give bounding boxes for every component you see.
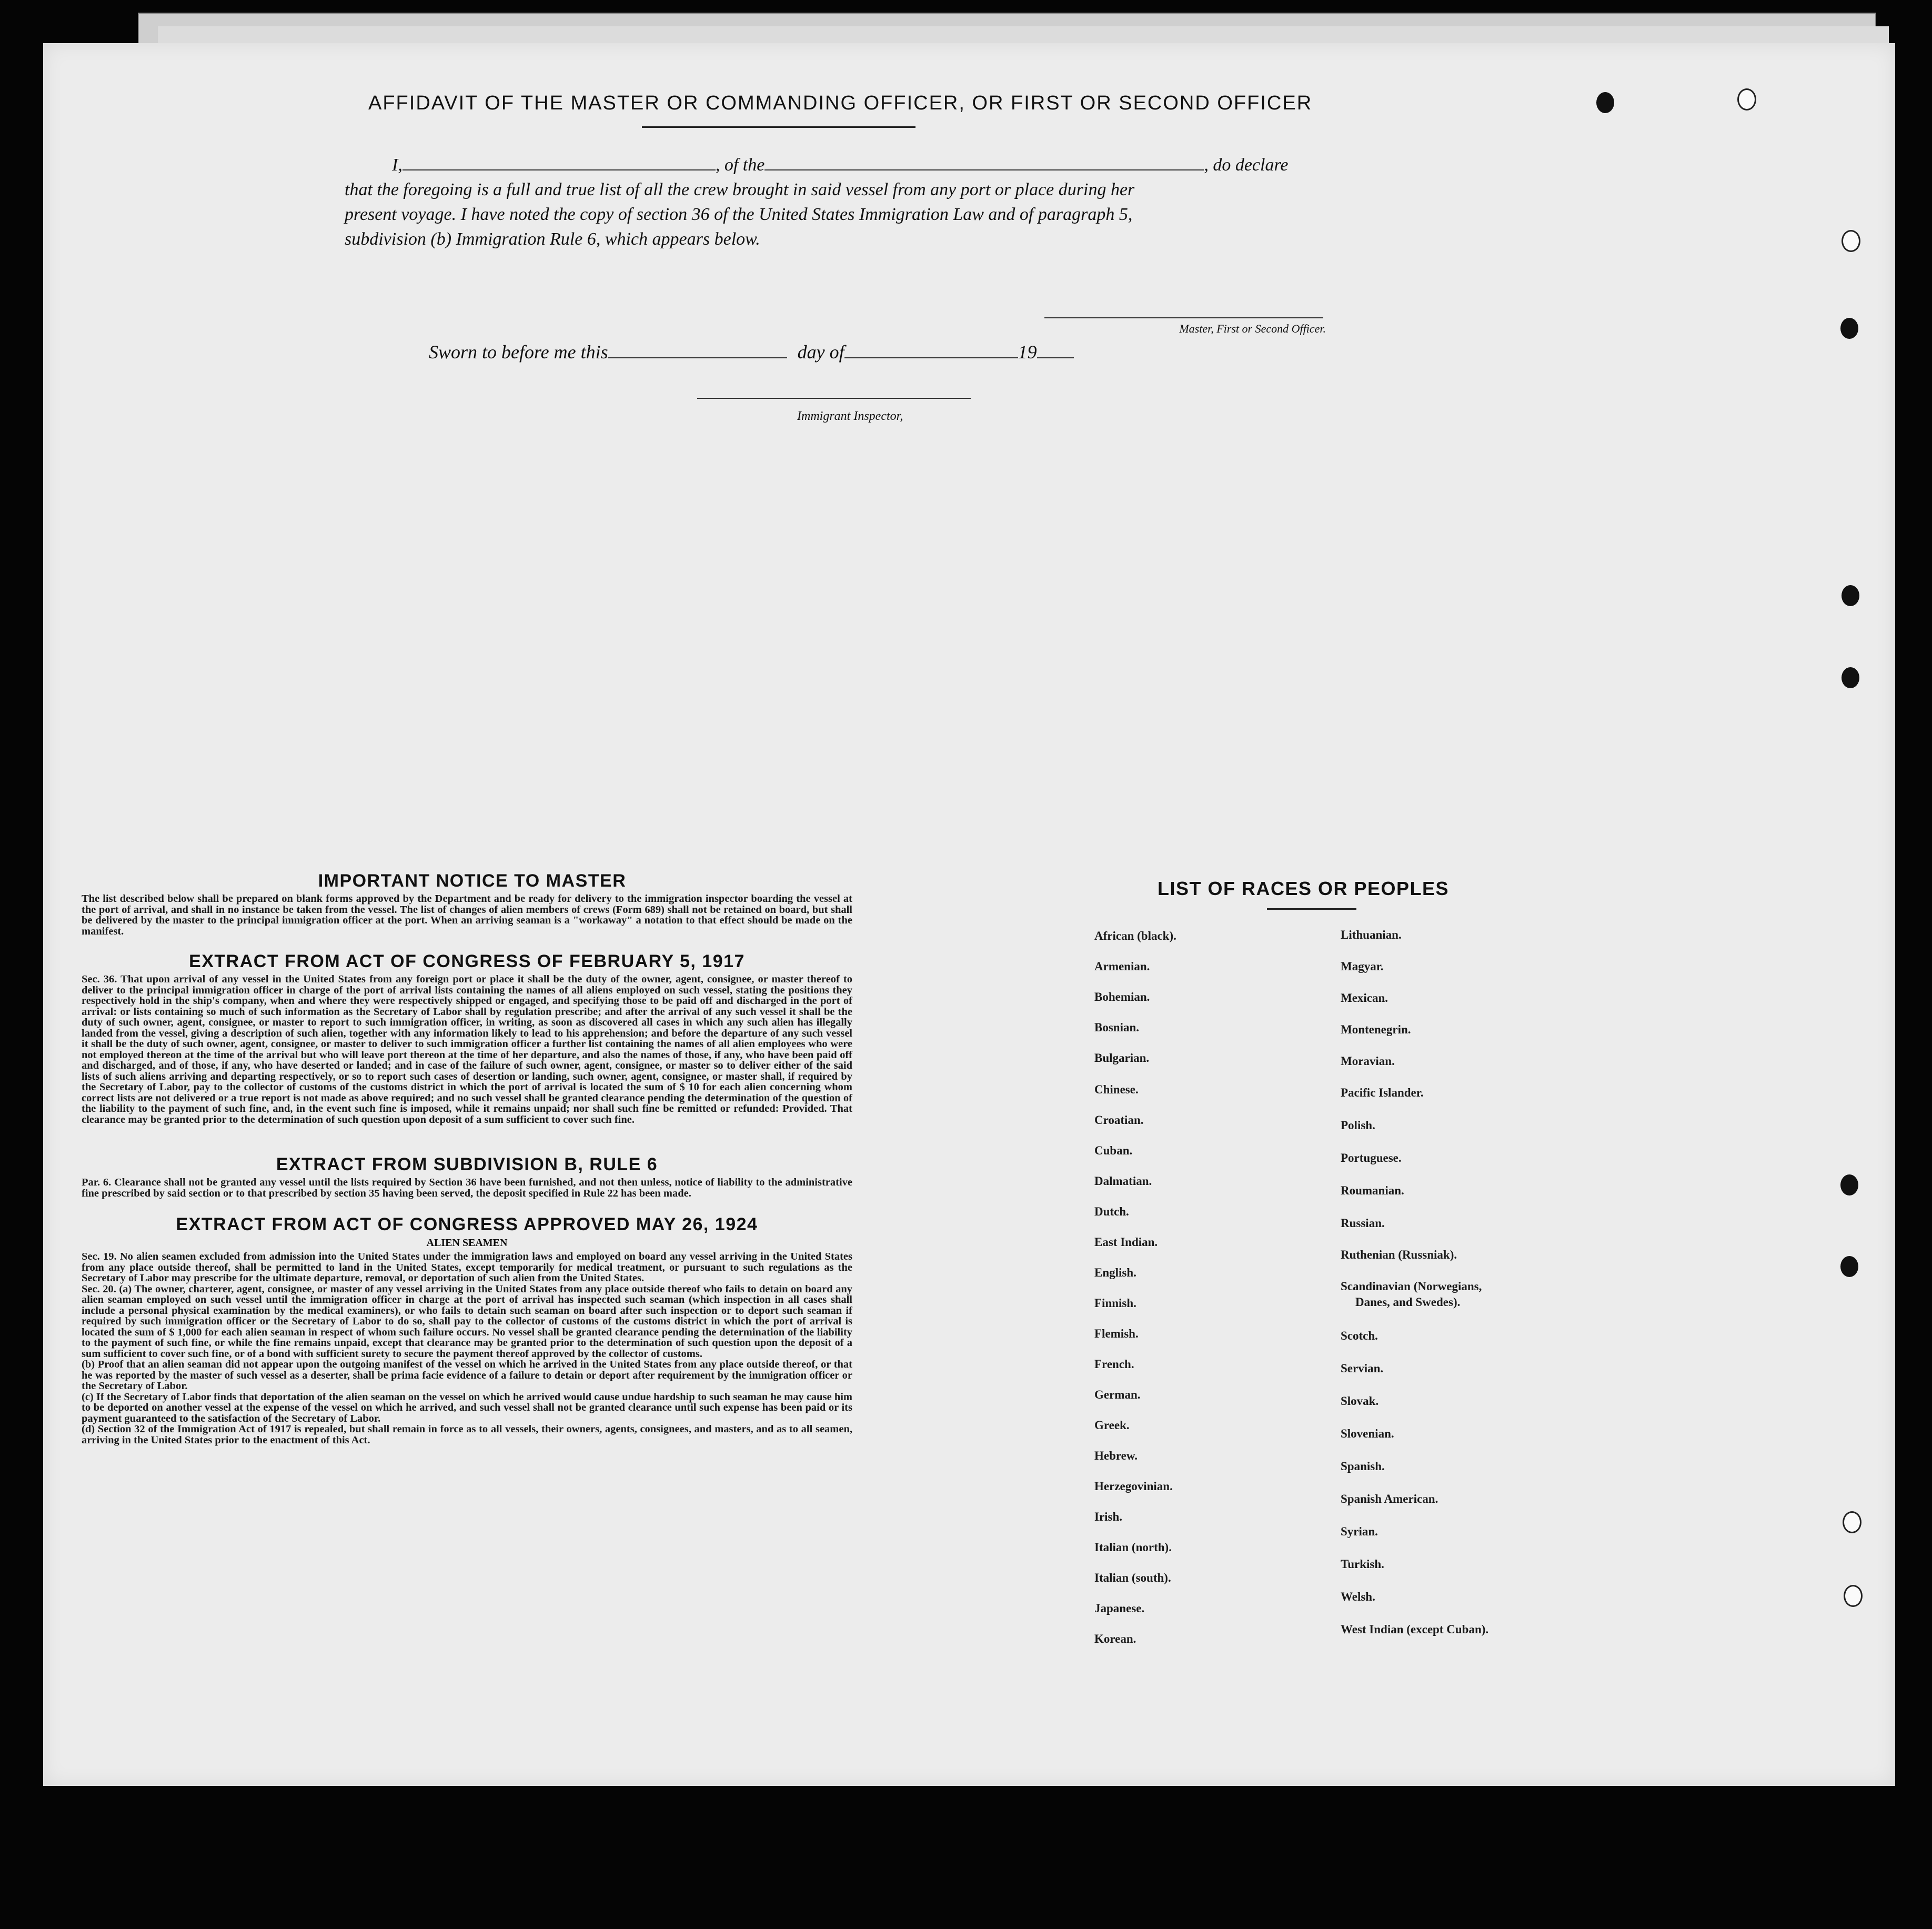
race-item: Servian. [1341,1362,1384,1375]
notice-title: IMPORTANT NOTICE TO MASTER [318,871,627,891]
race-item: Cuban. [1094,1144,1133,1157]
punch-hole [1840,1174,1858,1195]
affidavit-line-1 [345,153,1329,177]
race-item: Dutch. [1094,1205,1129,1218]
race-item: Mexican. [1341,991,1388,1004]
races-title: LIST OF RACES OR PEOPLES [1158,878,1450,899]
race-item: Lithuanian. [1341,928,1402,941]
race-item: Turkish. [1341,1558,1384,1571]
extract-1917-text: Sec. 36. That upon arrival of any vessel in the United States from any foreign port or place it shall be the duty of the owner, agent, consignee, or master thereof to deliver to the principal immigration officer in charge of the port of arrival lists containing the names of all aliens employed on such vessel, stating the positions they respectively hold in the ship's company, when and where they were respectively shipped or engaged, and specifying those to be paid off and discharged in the port of arrival: or lists containing so much of such information as the Secretary of Labor shall by regulation prescribe; and after the arrival of any such vessel it shall be the duty of such owner, agent, consignee, or master to report to such immigration officer, in writing, as soon as discovered all cases in which any such alien has illegally landed from the vessel, giving a description of such alien, together with any information likely to lead to his apprehension; and before the departure of any such vessel it shall be the duty of such owner, agent, consignee, or master to deliver to such immigration officer a further list containing the names of all alien employees who were not employed thereon at the time of the arrival but who will leave port thereon at the time of her departure, and also the names of those, if any, who have been paid off and discharged, and of those, if any, who have deserted or landed; and in case of the failure of such owner, agent, consignee, or master so to deliver either of the said lists of such aliens arriving and departing respectively, or so to report such cases of desertion or landing, such owner, agent, consignee, or master shall, if required by the Secretary of Labor, pay to the collector of customs of the customs district in which the port of arrival is located the sum of $ 10 for each alien concerning whom correct lists are not delivered or a true report is not made as above required; and no such vessel shall be granted clearance pending the determination of the question of the liability to the payment of such fine, and, in the event such fine is imposed, while it remains unpaid; nor shall such fine be remitted or refunded: Provided. That clearance may be granted prior to the determination of such question upon deposit of a sum sufficient to cover such fine. [82,973,852,1126]
race-item: English. [1094,1266,1136,1279]
punch-hole-open [1843,1511,1861,1533]
race-item: Slovak. [1341,1394,1379,1408]
race-item: Italian (south). [1094,1571,1171,1584]
punch-hole-open [1844,1585,1863,1607]
race-item: Ruthenian (Russniak). [1341,1248,1457,1261]
race-item: Spanish. [1341,1460,1385,1473]
race-item: Bulgarian. [1094,1051,1150,1064]
extract-rule6-text: Par. 6. Clearance shall not be granted any vessel until the lists required by Section 36 have been furnished, and not then unless, notice of liability to the administrative fine prescribed by said section or to that prescribed by section 35 having been served, the deposit specified in Rule 22 has been made. [82,1177,852,1199]
punch-hole [1842,667,1859,688]
sworn-text: Sworn to before me this [429,341,608,363]
punch-hole [1840,318,1858,339]
name-blank[interactable] [402,154,716,170]
sworn-day-of: day of [797,341,844,363]
signature-line[interactable] [1044,317,1323,318]
race-item: African (black). [1094,929,1176,942]
race-item: West Indian (except Cuban). [1341,1623,1489,1636]
race-item: Russian. [1341,1217,1385,1230]
punch-hole [1842,585,1859,606]
race-item: Irish. [1094,1510,1123,1523]
race-item: Welsh. [1341,1590,1375,1603]
races-title-underline [1267,908,1356,910]
affidavit-title: AFFIDAVIT OF THE MASTER OR COMMANDING OFFICER, OR FIRST OR SECOND OFFICER [368,92,1313,114]
race-item: Herzegovinian. [1094,1480,1173,1493]
affidavit-of-the: , of the [715,155,765,175]
race-item: Syrian. [1341,1525,1378,1538]
punch-hole [1596,92,1614,113]
race-item: Chinese. [1094,1083,1139,1096]
race-item: Scandinavian (Norwegians, [1341,1280,1482,1293]
race-item: Armenian. [1094,960,1150,973]
affidavit-i: I, [392,155,402,175]
race-item: Korean. [1094,1632,1136,1645]
race-item: Japanese. [1094,1602,1145,1615]
affidavit-line-3: present voyage. I have noted the copy of section 36 of the United States Immigration Law and of paragraph 5, [345,205,1133,224]
extract-1924-sec19: Sec. 19. No alien seamen excluded from admission into the United States under the immigration laws and employed on board any vessel arriving in the United States from any place outside thereof, shall be permitted to land in the United States, except temporarily for medical treatment, or pursuant to such regulations as the Secretary of Labor may prescribe for the ultimate departure, removal, or deportation of such alien from the United States. [82,1251,852,1284]
race-item-continuation: Danes, and Swedes). [1355,1295,1461,1309]
extract-rule6-title: EXTRACT FROM SUBDIVISION B, RULE 6 [276,1154,658,1174]
vessel-blank[interactable] [764,154,1204,170]
race-item: Spanish American. [1341,1492,1438,1505]
affidavit-do-declare: , do declare [1204,155,1289,175]
notice-text: The list described below shall be prepared on blank forms approved by the Department and be ready for delivery to the immigration inspector boarding the vessel at the port of arrival, and shall in no instance be taken from the vessel. The list of changes of alien members of crews (Form 689) shall not be retained on board, but shall be delivered by the master to the principal immigration officer at the port. When an arriving seaman is a "workaway" a notation to that effect should be made on the manifest. [82,893,852,937]
race-item: Pacific Islander. [1341,1086,1424,1099]
affidavit-line-4: subdivision (b) Immigration Rule 6, which appears below. [345,229,760,249]
year-blank[interactable] [1037,341,1074,358]
race-item: French. [1094,1358,1134,1371]
alien-seamen-subtitle: ALIEN SEAMEN [426,1237,508,1249]
race-item: German. [1094,1388,1141,1401]
race-item: Flemish. [1094,1327,1139,1340]
race-item: Hebrew. [1094,1449,1138,1462]
affidavit-line-2: that the foregoing is a full and true list of all the crew brought in said vessel from any port or place during her [345,180,1135,199]
sworn-year: 19 [1018,341,1037,363]
race-item: Portuguese. [1341,1151,1402,1164]
extract-1924-title: EXTRACT FROM ACT OF CONGRESS APPROVED MAY 26, 1924 [176,1214,758,1234]
title-underline [642,126,915,128]
race-item: Dalmatian. [1094,1174,1152,1188]
inspector-label: Immigrant Inspector, [797,409,903,423]
race-item: Greek. [1094,1419,1130,1432]
race-item: Slovenian. [1341,1427,1394,1440]
punch-hole-open [1737,88,1756,110]
race-item: Bosnian. [1094,1021,1140,1034]
race-item: Moravian. [1341,1054,1395,1068]
inspector-signature-line[interactable] [697,398,971,399]
notices-column [82,871,852,1445]
race-item: Scotch. [1341,1329,1378,1342]
punch-hole-open [1842,230,1860,252]
race-item: Roumanian. [1341,1184,1404,1197]
signature-label: Master, First or Second Officer. [1179,322,1326,335]
race-item: Polish. [1341,1119,1375,1132]
race-item: Croatian. [1094,1113,1144,1127]
race-item: East Indian. [1094,1235,1158,1249]
day-blank[interactable] [608,341,787,358]
race-item: Montenegrin. [1341,1023,1411,1036]
race-item: Magyar. [1341,960,1384,973]
sworn-line [429,341,1074,363]
month-blank[interactable] [844,341,1018,358]
race-item: Finnish. [1094,1297,1136,1310]
extract-1924-sec20c: (c) If the Secretary of Labor finds that deportation of the alien seaman on the vessel on which he arrived would cause undue hardship to such seaman he may cause him to be deported on another vessel at the expense of the vessel on which he arrived, and such vessel shall not be granted clearance until such expense has been paid or its payment guaranteed to the satisfaction of the Secretary of Labor. [82,1391,852,1424]
punch-hole [1840,1256,1858,1277]
affidavit-body [345,153,1329,252]
extract-1924-sec20d: (d) Section 32 of the Immigration Act of 1917 is repealed, but shall remain in force as to all vessels, their owners, agents, consignees, and masters, and as to all seamen, arriving in the United States prior to the enactment of this Act. [82,1423,852,1446]
extract-1924-sec20a: Sec. 20. (a) The owner, charterer, agent, consignee, or master of any vessel arriving in the United States from any place outside thereof who fails to detain on board any alien seaman employed on such vessel until the immigration officer in charge at the port of arrival has inspected such seaman (which inspection in all cases shall include a personal physical examination by the medical examiners), or who fails to detain such seaman on board after such inspection or to deport such seaman if required by such immigration officer or the Secretary of Labor to do so, shall pay to the collector of customs of the customs district in which the port of arrival is located the sum of $ 1,000 for each alien seaman in respect of whom such failure occurs. No vessel shall be granted clearance pending the determination of the liability to the payment of such fine, or while the fine remains unpaid, except that clearance may be granted prior to the determination of such question upon the deposit of a sum sufficient to cover such fine, or of a bond with sufficient surety to secure the payment thereof approved by the collector of customs. [82,1283,852,1360]
extract-1924-sec20b: (b) Proof that an alien seaman did not appear upon the outgoing manifest of the vessel on which he arrived in the United States from any place outside thereof, or that he was reported by the master of such vessel as a deserter, shall be prima facie evidence of a failure to detain or deport after requirement by the immigration officer or the Secretary of Labor. [82,1359,852,1392]
race-item: Italian (north). [1094,1541,1172,1554]
race-item: Bohemian. [1094,990,1150,1003]
extract-1917-title: EXTRACT FROM ACT OF CONGRESS OF FEBRUARY 5, 1917 [189,951,745,971]
